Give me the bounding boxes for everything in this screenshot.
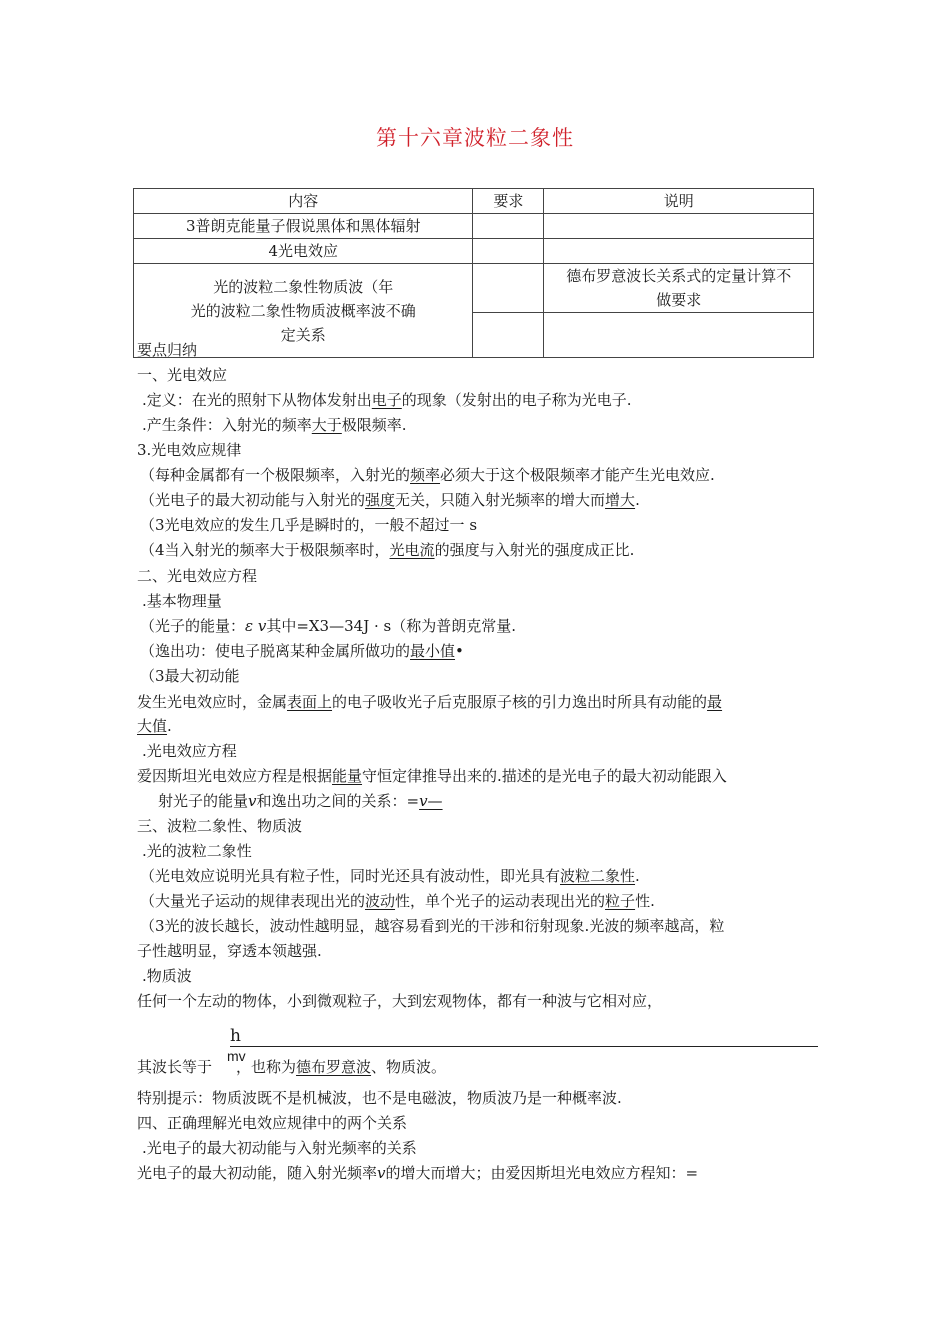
text-line: （光子的能量：ɛ v其中=X3—34J · s（称为普朗克常量. — [140, 617, 516, 635]
table-header: 说明 — [544, 189, 814, 214]
cell-line: 定关系 — [280, 325, 326, 344]
text-line: 发生光电效应时，金属表面上的电子吸收光子后克服原子核的引力逸出时所具有动能的最 — [137, 693, 723, 711]
cell-line: 做要求 — [656, 291, 702, 309]
text-line: .产生条件：入射光的频率大于极限频率. — [142, 416, 407, 434]
text-line: .定义：在光的照射下从物体发射出电子的现象（发射出的电子称为光电子. — [142, 391, 632, 409]
text-line: 射光子的能量v和逸出功之间的关系：=v— — [158, 792, 443, 810]
table-row — [134, 239, 814, 264]
text-line: （3光电效应的发生几乎是瞬时的，一般不超过一 s — [140, 516, 478, 534]
table-cell — [473, 239, 544, 264]
cell-line: 光的波粒二象性物质波（年 — [213, 277, 394, 296]
section-heading: 二、光电效应方程 — [137, 567, 258, 585]
text-line: 其波长等于 ，也称为德布罗意波、物质波。 — [137, 1058, 447, 1076]
text-line: （4当入射光的频率大于极限频率时，光电流的强度与入射光的强度成正比. — [140, 541, 635, 559]
text-line: （光电子的最大初动能与入射光的强度无关，只随入射光频率的增大而增大. — [140, 491, 640, 509]
text-line: 3.光电效应规律 — [137, 441, 242, 459]
table-header-row — [134, 189, 814, 214]
page-title: 第十六章波粒二象性 — [376, 126, 574, 150]
requirements-table — [133, 188, 814, 358]
text-line: 任何一个左动的物体，小到微观粒子，大到宏观物体，都有一种波与它相对应， — [137, 992, 663, 1010]
cell-line: 德布罗意波长关系式的定量计算不 — [566, 267, 792, 285]
table-cell: 3普朗克能量子假说黑体和黑体辐射 — [134, 214, 473, 239]
text-line: （大量光子运动的规律表现出光的波动性，单个光子的运动表现出光的粒子性. — [140, 892, 655, 910]
text-line: .光的波粒二象性 — [142, 842, 252, 860]
table-cell — [473, 313, 544, 358]
table-cell — [473, 264, 544, 313]
text-line: 要点归纳 — [137, 341, 198, 359]
table-cell — [544, 214, 814, 239]
table-cell — [544, 239, 814, 264]
text-line: （3最大初动能 — [140, 667, 240, 685]
section-heading: 四、正确理解光电效应规律中的两个关系 — [137, 1114, 408, 1132]
table-row — [134, 214, 814, 239]
text-line: .光电子的最大初动能与入射光频率的关系 — [142, 1139, 417, 1157]
text-line: （逸出功：使电子脱离某种金属所做功的最小值• — [140, 642, 464, 660]
text-line: 特别提示：物质波既不是机械波，也不是电磁波，物质波乃是一种概率波. — [137, 1089, 622, 1107]
table-header: 内容 — [134, 189, 473, 214]
text-line: （每种金属都有一个极限频率，入射光的频率必须大于这个极限频率才能产生光电效应. — [140, 466, 715, 484]
section-heading: 三、波粒二象性、物质波 — [137, 817, 303, 835]
text-line: 光电子的最大初动能，随入射光频率v的增大而增大；由爱因斯坦光电效应方程知：= — [137, 1164, 699, 1182]
cell-line: 光的波粒二象性物质波概率波不确 — [190, 301, 416, 320]
fraction-rule — [230, 1046, 818, 1047]
table-cell — [544, 313, 814, 358]
table-header: 要求 — [473, 189, 544, 214]
formula-denominator: mv — [227, 1048, 246, 1064]
text-line: .基本物理量 — [142, 592, 222, 610]
text-line: .物质波 — [142, 967, 192, 985]
text-line: 大值. — [137, 717, 172, 735]
section-heading: 一、光电效应 — [137, 366, 228, 384]
text-line: .光电效应方程 — [142, 742, 237, 760]
text-line: （3光的波长越长，波动性越明显，越容易看到光的干涉和衍射现象.光波的频率越高，粒 — [140, 917, 725, 935]
text-line: 爱因斯坦光电效应方程是根据能量守恒定律推导出来的.描述的是光电子的最大初动能跟入 — [137, 767, 727, 785]
table-cell — [473, 214, 544, 239]
table-row — [134, 264, 814, 313]
table-cell: 4光电效应 — [134, 239, 473, 264]
text-line: （光电效应说明光具有粒子性，同时光还具有波动性，即光具有波粒二象性. — [140, 867, 640, 885]
text-line: 子性越明显，穿透本领越强. — [137, 942, 322, 960]
table-cell — [544, 264, 814, 313]
formula-numerator: h — [230, 1026, 241, 1046]
